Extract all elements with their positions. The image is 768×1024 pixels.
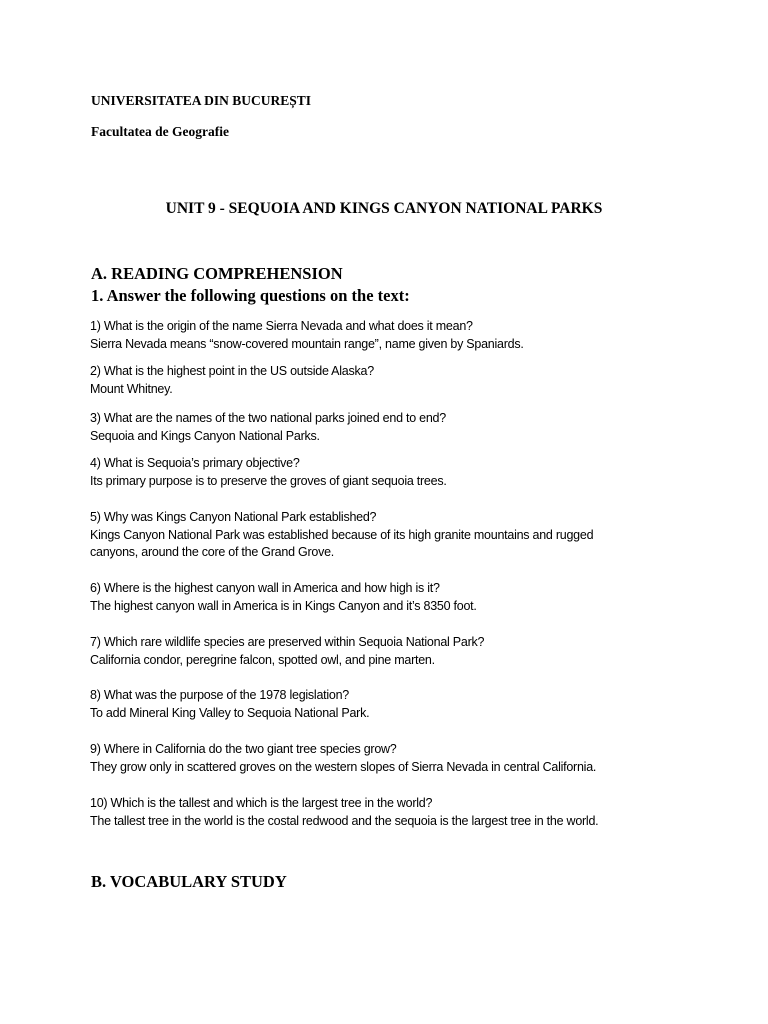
qa-item-1 [90,318,690,353]
university-name: UNIVERSITATEA DIN BUCUREȘTI [91,93,312,108]
answer-5-line-1: Kings Canyon National Park was established because of its high granite mountains and rugged [90,527,594,542]
answer-2: Mount Whitney. [90,381,173,396]
section-a-heading: A. READING COMPREHENSION [91,264,343,283]
answer-1: Sierra Nevada means “snow-covered mountain range”, name given by Spaniards. [90,336,524,351]
question-10: 10) Which is the tallest and which is the largest tree in the world? [90,796,433,810]
unit-title: UNIT 9 - SEQUOIA AND KINGS CANYON NATIONAL PARKS [165,200,603,217]
question-3: 3) What are the names of the two national parks joined end to end? [90,411,446,425]
qa-item-6 [90,580,690,615]
question-9: 9) Where in California do the two giant tree species grow? [90,742,397,756]
question-5: 5) Why was Kings Canyon National Park established? [90,510,377,524]
instruction-text: 1. Answer the following questions on the text: [91,286,410,305]
section-b-heading: B. VOCABULARY STUDY [91,872,287,891]
question-4: 4) What is Sequoia’s primary objective? [90,456,300,470]
answer-3: Sequoia and Kings Canyon National Parks. [90,428,320,443]
question-2: 2) What is the highest point in the US outside Alaska? [90,364,374,378]
answer-7: California condor, peregrine falcon, spotted owl, and pine marten. [90,652,435,667]
qa-item-9 [90,741,690,776]
answer-4: Its primary purpose is to preserve the groves of giant sequoia trees. [90,473,447,488]
qa-item-3 [90,410,690,445]
question-8: 8) What was the purpose of the 1978 legislation? [90,688,350,702]
answer-5-line-2: canyons, around the core of the Grand Grove. [90,545,335,559]
qa-item-2 [90,363,690,398]
answer-10: The tallest tree in the world is the costal redwood and the sequoia is the largest tree in the world. [90,813,599,828]
answer-6: The highest canyon wall in America is in Kings Canyon and it’s 8350 foot. [90,598,477,613]
qa-item-4 [90,455,690,490]
question-7: 7) Which rare wildlife species are preserved within Sequoia National Park? [90,635,485,649]
faculty-name: Facultatea de Geografie [91,124,229,139]
question-1: 1) What is the origin of the name Sierra Nevada and what does it mean? [90,319,473,333]
answer-9: They grow only in scattered groves on the western slopes of Sierra Nevada in central California. [90,759,597,774]
question-6: 6) Where is the highest canyon wall in America and how high is it? [90,581,440,595]
qa-item-5 [90,509,690,562]
qa-item-8 [90,687,690,722]
qa-item-7 [90,634,690,669]
answer-8: To add Mineral King Valley to Sequoia National Park. [90,705,370,720]
qa-item-10 [90,795,690,830]
